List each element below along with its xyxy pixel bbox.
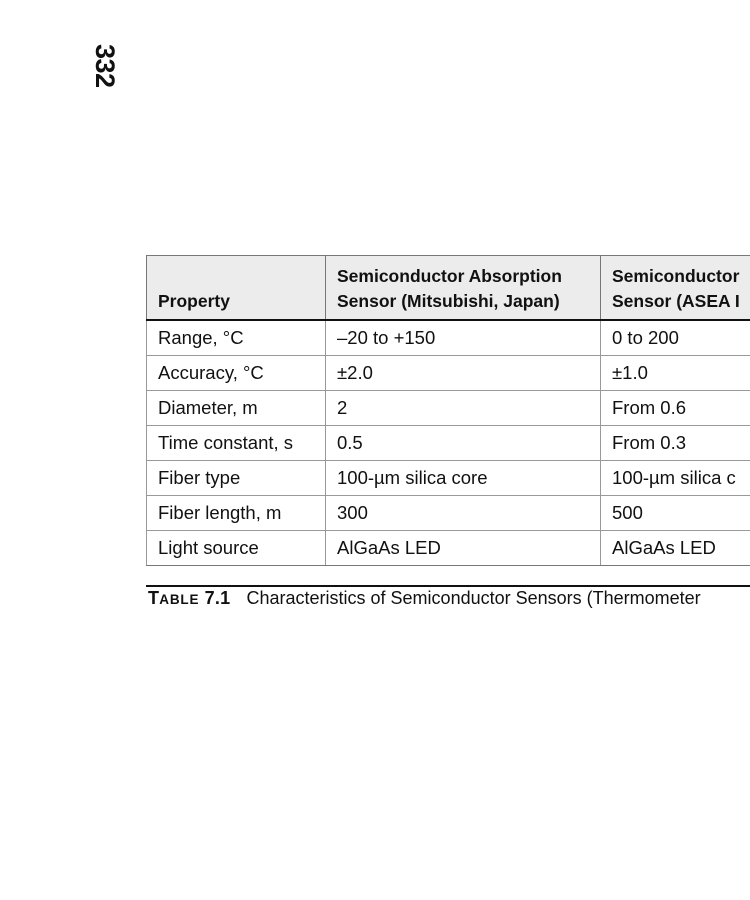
caption-label	[148, 588, 231, 608]
cell-mitsubishi: ±2.0	[326, 356, 601, 391]
caption-label-initial: T	[148, 588, 160, 608]
cell-asea: ±1.0	[601, 356, 750, 391]
page-number: 332	[90, 44, 120, 88]
table-row	[147, 531, 750, 566]
header-property	[147, 256, 326, 321]
table-row	[147, 356, 750, 391]
table-caption	[148, 588, 701, 609]
cell-mitsubishi: 0.5	[326, 426, 601, 461]
cell-property: Time constant, s	[147, 426, 326, 461]
table-container	[146, 255, 750, 566]
table-row	[147, 461, 750, 496]
cell-property: Diameter, m	[147, 391, 326, 426]
cell-mitsubishi: 300	[326, 496, 601, 531]
cell-mitsubishi: 100-µm silica core	[326, 461, 601, 496]
cell-asea: 100-µm silica c	[601, 461, 750, 496]
cell-property: Accuracy, °C	[147, 356, 326, 391]
cell-property: Fiber length, m	[147, 496, 326, 531]
table-row	[147, 391, 750, 426]
caption-label-smallcaps: ABLE	[159, 592, 200, 607]
header-asea-line2: Sensor (ASEA I	[612, 291, 740, 311]
cell-asea: 0 to 200	[601, 320, 750, 356]
caption-label-number: 7.1	[204, 588, 231, 608]
characteristics-table	[146, 255, 750, 566]
header-mitsubishi-line1: Semiconductor Absorption	[337, 266, 562, 286]
cell-property: Fiber type	[147, 461, 326, 496]
cell-asea: From 0.6	[601, 391, 750, 426]
cell-asea: 500	[601, 496, 750, 531]
cell-asea: AlGaAs LED	[601, 531, 750, 566]
table-row	[147, 426, 750, 461]
table-row	[147, 496, 750, 531]
cell-mitsubishi: –20 to +150	[326, 320, 601, 356]
header-mitsubishi-line2: Sensor (Mitsubishi, Japan)	[337, 291, 560, 311]
header-mitsubishi-sensor	[326, 256, 601, 321]
table-row	[147, 320, 750, 356]
cell-mitsubishi: AlGaAs LED	[326, 531, 601, 566]
cell-property: Range, °C	[147, 320, 326, 356]
header-asea-sensor	[601, 256, 750, 321]
table-header-row	[147, 256, 750, 321]
cell-asea: From 0.3	[601, 426, 750, 461]
header-property-label: Property	[158, 291, 230, 311]
cell-property: Light source	[147, 531, 326, 566]
cell-mitsubishi: 2	[326, 391, 601, 426]
caption-rule	[146, 585, 750, 587]
caption-text: Characteristics of Semiconductor Sensors (Thermometer	[246, 588, 701, 608]
header-asea-line1: Semiconductor	[612, 266, 740, 286]
